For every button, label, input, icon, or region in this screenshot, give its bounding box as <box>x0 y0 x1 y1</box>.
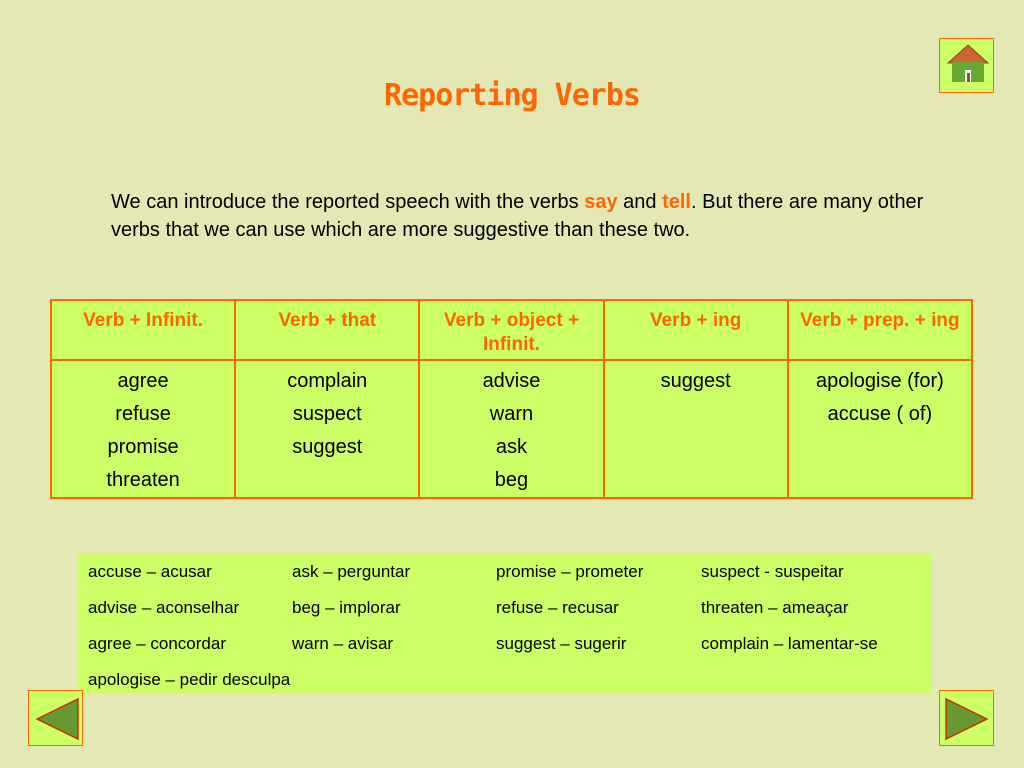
glossary-item: suggest – sugerir <box>496 634 627 653</box>
header-verb-object-infinitive: Verb + object + Infinit. <box>419 300 603 360</box>
header-verb-that: Verb + that <box>235 300 419 360</box>
page-title: Reporting Verbs <box>384 78 640 113</box>
verb-item: suggest <box>292 436 363 458</box>
table-header-row <box>51 300 972 360</box>
glossary-item: accuse – acusar <box>88 562 212 581</box>
glossary-item: apologise – pedir desculpa <box>88 670 291 689</box>
verb-item: complain <box>287 370 368 392</box>
glossary-item: advise – aconselhar <box>88 598 240 617</box>
keyword-tell: tell <box>662 191 691 213</box>
column-verb-ing <box>604 360 788 498</box>
column-verb-prep-ing <box>788 360 972 498</box>
verb-item: ask <box>495 436 528 458</box>
column-verb-object-infinitive <box>419 360 603 498</box>
verb-item: beg <box>494 469 529 491</box>
verb-item: threaten <box>106 469 180 491</box>
triangle-right-icon <box>940 691 995 747</box>
glossary-item: refuse – recusar <box>496 598 619 617</box>
keyword-say: say <box>584 191 618 213</box>
glossary-item: suspect - suspeitar <box>701 562 844 581</box>
glossary-item: beg – implorar <box>292 598 401 617</box>
verb-item: warn <box>489 403 534 425</box>
glossary-item: agree – concordar <box>88 634 226 653</box>
intro-text-and: and <box>617 191 663 213</box>
table-row <box>51 360 972 498</box>
column-verb-that <box>235 360 419 498</box>
verb-item: suspect <box>292 403 362 425</box>
triangle-left-icon <box>29 691 84 747</box>
glossary-item: ask – perguntar <box>292 562 411 581</box>
column-verb-infinitive <box>51 360 235 498</box>
verb-item: apologise (for) <box>815 370 944 392</box>
intro-text-start: We can introduce the reported speech with the verbs <box>111 191 585 213</box>
glossary-item: promise – prometer <box>496 562 644 581</box>
verb-item: suggest <box>660 370 731 392</box>
intro-paragraph <box>111 188 931 244</box>
verb-item: promise <box>107 436 179 458</box>
translation-glossary <box>78 553 931 694</box>
header-verb-prep-ing: Verb + prep. + ing <box>788 300 972 360</box>
next-slide-button[interactable] <box>939 690 994 746</box>
verb-item: advise <box>482 370 541 392</box>
glossary-item: threaten – ameaçar <box>701 598 849 617</box>
header-verb-infinitive: Verb + Infinit. <box>51 300 235 360</box>
verb-item: refuse <box>115 403 171 425</box>
verb-pattern-table <box>50 299 973 499</box>
intro-text-end: . But there are many other verbs that we can use which are more suggestive than these two. <box>111 191 924 241</box>
glossary-item: complain – lamentar-se <box>701 634 878 653</box>
verb-item: agree <box>117 370 169 392</box>
header-verb-ing: Verb + ing <box>604 300 788 360</box>
glossary-item: warn – avisar <box>292 634 394 653</box>
previous-slide-button[interactable] <box>28 690 83 746</box>
verb-item: accuse ( of) <box>827 403 933 425</box>
